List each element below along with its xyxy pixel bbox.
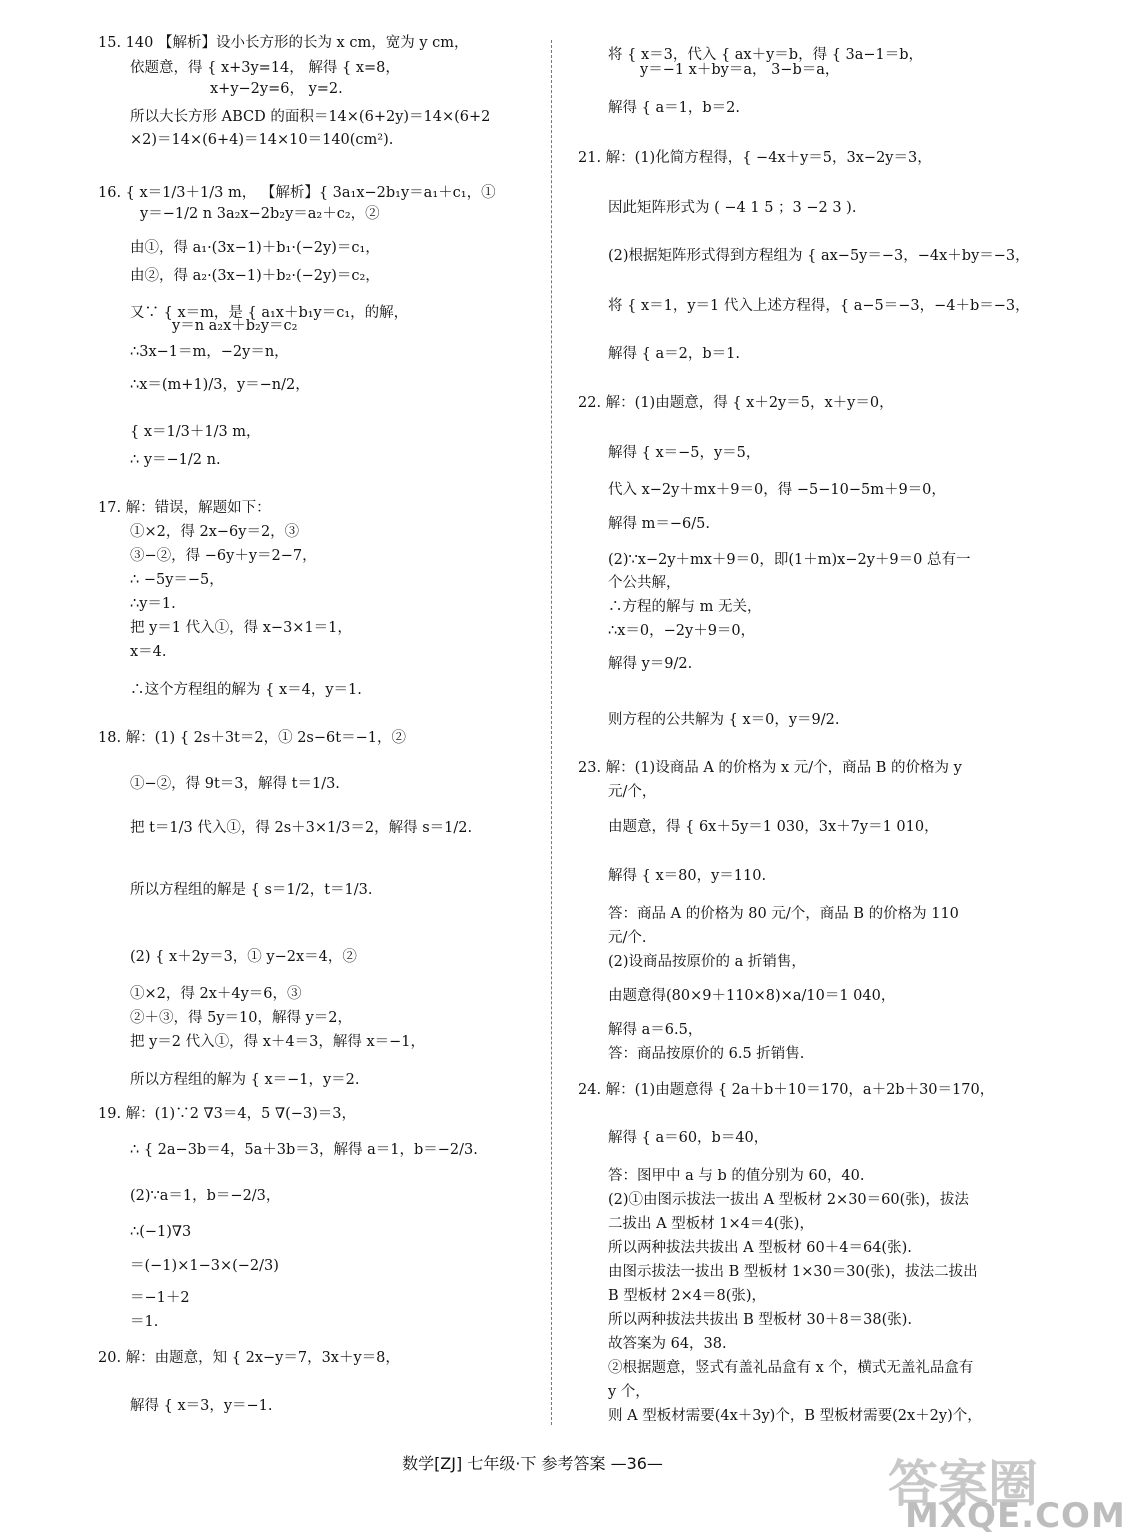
answer-line: y＝−1/2 n 3a₂x−2b₂y＝a₂＋c₂，② xyxy=(140,206,380,222)
answer-line: ∴(−1)∇3 xyxy=(130,1224,192,1240)
answer-line: 15. 140 【解析】设小长方形的长为 x cm，宽为 y cm， xyxy=(98,35,469,51)
answer-line: y＝n a₂x＋b₂y＝c₂ xyxy=(172,318,298,334)
answer-line: 所以方程组的解是 { s＝1/2，t＝1/3. xyxy=(130,882,373,898)
answer-line: ＝(−1)×1−3×(−2/3) xyxy=(130,1258,279,1274)
answer-line: x＝4. xyxy=(130,644,167,660)
answer-line: 22. 解：(1)由题意，得 { x＋2y＝5，x＋y＝0， xyxy=(578,395,894,411)
answer-line: ①×2，得 2x＋4y＝6，③ xyxy=(130,986,302,1002)
answer-line: 18. 解：(1) { 2s＋3t＝2，① 2s−6t＝−1，② xyxy=(98,730,406,746)
answer-line: ∴ −5y＝−5， xyxy=(130,572,224,588)
answer-line: y＝−1 x＋by＝a， 3−b＝a， xyxy=(640,62,840,78)
answer-line: 所以两种拔法共拔出 B 型板材 30＋8＝38(张). xyxy=(608,1312,913,1328)
answer-line: 答：商品按原价的 6.5 折销售. xyxy=(608,1046,805,1062)
answer-line: (2)∵x−2y＋mx＋9＝0，即(1＋m)x−2y＋9＝0 总有一 xyxy=(608,552,971,568)
answer-line: 因此矩阵形式为 ( −4 1 5 ；3 −2 3 ). xyxy=(608,200,857,216)
answer-line: 解得 a＝6.5， xyxy=(608,1022,703,1038)
answer-line: 由①，得 a₁·(3x−1)＋b₁·(−2y)＝c₁， xyxy=(130,240,380,256)
answer-line: 解得 y＝9/2. xyxy=(608,656,693,672)
answer-line: ∴3x−1＝m，−2y＝n， xyxy=(130,344,289,360)
answer-line: 二拔出 A 型板材 1×4＝4(张)， xyxy=(608,1216,814,1232)
answer-line: 由图示拔法一拔出 B 型板材 1×30＝30(张)，拔法二拔出 xyxy=(608,1264,978,1280)
answer-line: 则 A 型板材需要(4x＋3y)个，B 型板材需要(2x＋2y)个， xyxy=(608,1408,982,1424)
answer-line: 所以两种拔法共拔出 A 型板材 60＋4＝64(张). xyxy=(608,1240,912,1256)
answer-line: x+y−2y=6， y=2. xyxy=(210,81,343,97)
answer-line: 依题意，得 { x+3y=14， 解得 { x=8， xyxy=(130,60,400,76)
answer-line: 16. { x＝1/3＋1/3 m， 【解析】{ 3a₁x−2b₁y＝a₁＋c₁，① xyxy=(98,185,496,201)
column-divider xyxy=(551,40,552,1425)
answer-line: 将 { x＝3，代入 { ax＋y＝b，得 { 3a−1＝b， xyxy=(608,47,924,63)
answer-line: 把 t＝1/3 代入①，得 2s＋3×1/3＝2，解得 s＝1/2. xyxy=(130,820,473,836)
answer-line: 17. 解：错误，解题如下： xyxy=(98,500,271,516)
answer-line: ②＋③，得 5y＝10，解得 y＝2， xyxy=(130,1010,353,1026)
answer-line: { x＝1/3＋1/3 m， xyxy=(130,424,261,440)
page-footer: 数学[ZJ] 七年级·下 参考答案 —36— xyxy=(402,1454,663,1473)
answer-line: 由题意得(80×9＋110×8)×a/10＝1 040， xyxy=(608,988,896,1004)
answer-line: 解得 { a＝1，b＝2. xyxy=(608,100,740,116)
answer-line: 则方程的公共解为 { x＝0，y＝9/2. xyxy=(608,712,840,728)
answer-line: (2)设商品按原价的 a 折销售， xyxy=(608,954,806,970)
answer-line: 个公共解， xyxy=(608,575,681,591)
answer-line: 解得 m＝−6/5. xyxy=(608,516,710,532)
answer-line: 20. 解：由题意，知 { 2x−y＝7，3x＋y＝8， xyxy=(98,1350,400,1366)
answer-line: ＝−1＋2 xyxy=(130,1290,190,1306)
answer-line: ∴x＝(m+1)/3，y＝−n/2， xyxy=(130,377,310,393)
answer-line: 故答案为 64，38. xyxy=(608,1336,727,1352)
answer-line: ③−②，得 −6y＋y＝2−7， xyxy=(130,548,317,564)
answer-line: (2) { x＋2y＝3，① y−2x＝4，② xyxy=(130,949,357,965)
answer-line: 把 y＝2 代入①，得 x＋4＝3，解得 x＝−1， xyxy=(130,1034,426,1050)
answer-line: 将 { x＝1，y＝1 代入上述方程得，{ a−5＝−3，−4＋b＝−3， xyxy=(608,298,1030,314)
watermark-glyphs: 答案圈 xyxy=(888,1455,1038,1513)
answer-line: 解得 { a＝2，b＝1. xyxy=(608,346,740,362)
answer-line: (2)①由图示拔法一拔出 A 型板材 2×30＝60(张)，拔法 xyxy=(608,1192,969,1208)
answer-line: 所以大长方形 ABCD 的面积＝14×(6+2y)＝14×(6+2 xyxy=(130,109,491,125)
answer-line: ①×2，得 2x−6y＝2，③ xyxy=(130,524,300,540)
answer-line: ①−②，得 9t＝3，解得 t＝1/3. xyxy=(130,776,340,792)
answer-line: 元/个， xyxy=(608,784,657,800)
answer-line: (2)∵a＝1，b＝−2/3， xyxy=(130,1188,281,1204)
answer-line: 代入 x−2y＋mx＋9＝0，得 −5−10−5m＋9＝0， xyxy=(608,482,946,498)
answer-line: ×2)＝14×(6+4)＝14×10＝140(cm²). xyxy=(130,132,394,148)
answer-line: 由题意，得 { 6x＋5y＝1 030，3x＋7y＝1 010， xyxy=(608,819,939,835)
answer-line: ∴ y＝−1/2 n. xyxy=(130,452,221,468)
answer-line: 23. 解：(1)设商品 A 的价格为 x 元/个，商品 B 的价格为 y xyxy=(578,760,962,776)
answer-line: ∴x＝0，−2y＋9＝0， xyxy=(608,623,756,639)
answer-line: 元/个. xyxy=(608,930,647,946)
answer-line: y 个， xyxy=(608,1384,650,1400)
answer-line: ∴ { 2a−3b＝4，5a＋3b＝3，解得 a＝1，b＝−2/3. xyxy=(130,1142,478,1158)
answer-line: 所以方程组的解为 { x＝−1，y＝2. xyxy=(130,1072,360,1088)
answer-line: B 型板材 2×4＝8(张)， xyxy=(608,1288,767,1304)
answer-line: 答：图甲中 a 与 b 的值分别为 60，40. xyxy=(608,1168,865,1184)
answer-line: 答：商品 A 的价格为 80 元/个，商品 B 的价格为 110 xyxy=(608,906,959,922)
answer-line: ∴这个方程组的解为 { x＝4，y＝1. xyxy=(130,682,362,698)
answer-line: (2)根据矩阵形式得到方程组为 { ax−5y＝−3，−4x＋by＝−3， xyxy=(608,248,1030,264)
answer-line: 19. 解：(1)∵2 ∇3＝4，5 ∇(−3)＝3， xyxy=(98,1106,356,1122)
answer-line: 21. 解：(1)化简方程得，{ −4x＋y＝5，3x−2y＝3， xyxy=(578,150,932,166)
answer-line: 解得 { x＝−5，y＝5， xyxy=(608,445,761,461)
answer-line: 又∵ { x＝m，是 { a₁x＋b₁y＝c₁，的解， xyxy=(130,305,409,321)
answer-line: ②根据题意，竖式有盖礼品盒有 x 个，横式无盖礼品盒有 xyxy=(608,1360,974,1376)
answer-line: 解得 { x＝3，y＝−1. xyxy=(130,1398,273,1414)
answer-line: 由②，得 a₂·(3x−1)＋b₂·(−2y)＝c₂， xyxy=(130,268,380,284)
answer-line: 24. 解：(1)由题意得 { 2a＋b＋10＝170，a＋2b＋30＝170， xyxy=(578,1082,995,1098)
answer-line: ∴y＝1. xyxy=(130,596,176,612)
answer-line: ∴方程的解与 m 无关， xyxy=(608,599,762,615)
answer-line: ＝1. xyxy=(130,1314,159,1330)
answer-line: 解得 { a＝60，b＝40， xyxy=(608,1130,769,1146)
answer-line: 解得 { x＝80，y＝110. xyxy=(608,868,767,884)
answer-line: 把 y＝1 代入①，得 x−3×1＝1， xyxy=(130,620,352,636)
watermark-text: MXQE.COM xyxy=(905,1496,1126,1536)
